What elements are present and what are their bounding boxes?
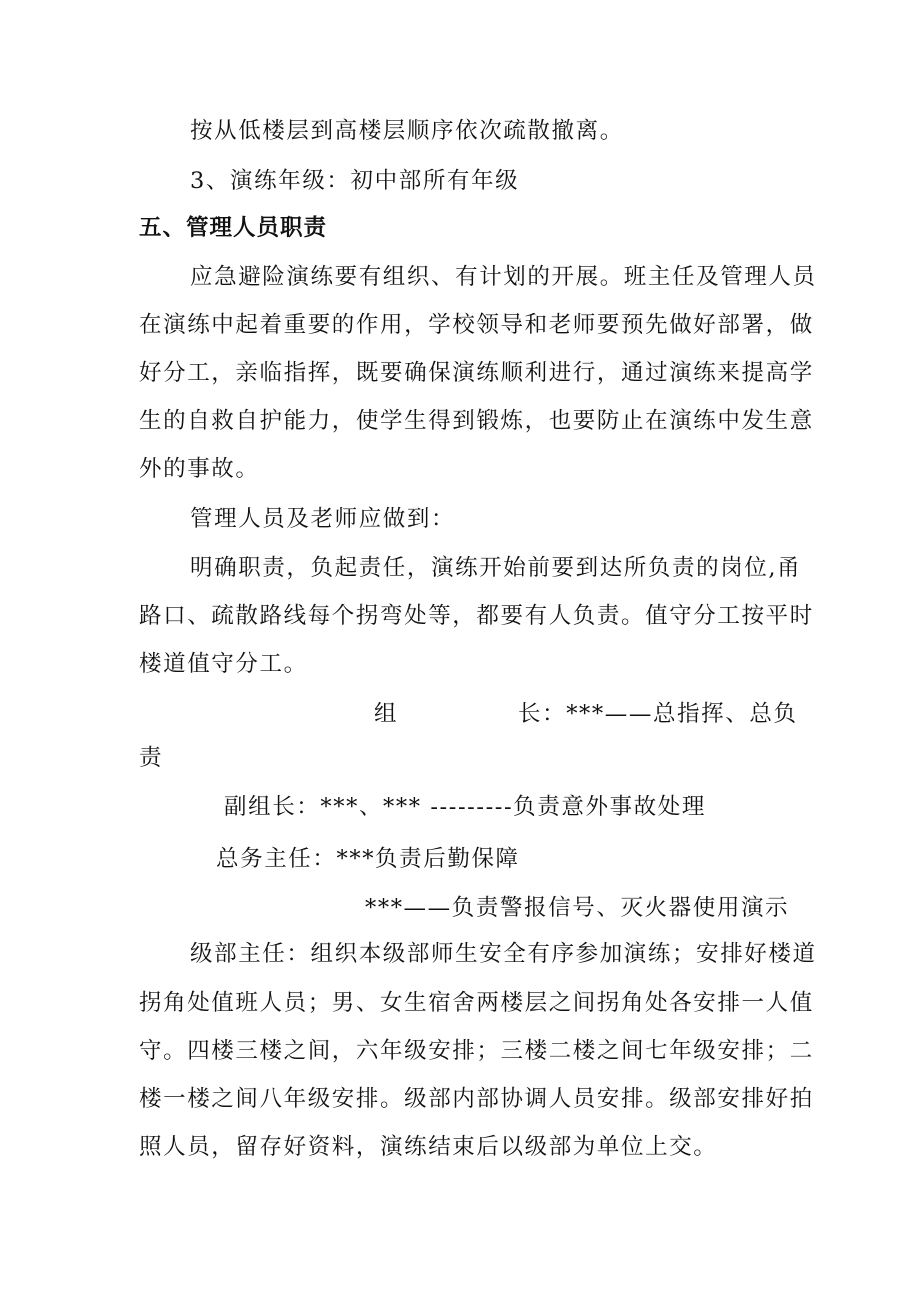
alarm-duty-line: ***——负责警报信号、灭火器使用演示 bbox=[365, 895, 790, 921]
paragraph-line: 明确职责，负起责任，演练开始前要到达所负责的岗位,甬 bbox=[190, 555, 802, 581]
paragraph-line: 管理人员及老师应做到： bbox=[190, 506, 456, 532]
paragraph-line: 守。四楼三楼之间，六年级安排；三楼二楼之间七年级安排；二 bbox=[139, 1038, 814, 1064]
paragraph-line: 外的事故。 bbox=[139, 456, 260, 482]
paragraph-line: 照人员，留存好资料，演练结束后以级部为单位上交。 bbox=[139, 1134, 718, 1160]
paragraph-line: 在演练中起着重要的作用，学校领导和老师要预先做好部署，做 bbox=[139, 312, 814, 338]
leader-line: 长：***——总指挥、总负 bbox=[518, 701, 798, 727]
paragraph-line: 应急避险演练要有组织、有计划的开展。班主任及管理人员 bbox=[190, 264, 817, 290]
paragraph-line: 级部主任：组织本级部师生安全有序参加演练；安排好楼道 bbox=[190, 941, 817, 967]
paragraph-line: 拐角处值班人员；男、女生宿舍两楼层之间拐角处各安排一人值 bbox=[139, 990, 814, 1016]
text-line: 按从低楼层到高楼层顺序依次疏散撤离。 bbox=[190, 118, 624, 144]
deputy-leader-line: 副组长：***、*** ---------负责意外事故处理 bbox=[224, 794, 706, 820]
paragraph-line: 楼道值守分工。 bbox=[139, 651, 308, 677]
paragraph-line: 楼一楼之间八年级安排。级部内部协调人员安排。级部安排好拍 bbox=[139, 1086, 814, 1112]
leader-label-part: 组 bbox=[374, 701, 399, 727]
leader-line-wrap: 责 bbox=[139, 745, 164, 771]
section-heading: 五、管理人员职责 bbox=[139, 215, 328, 241]
general-affairs-line: 总务主任：***负责后勤保障 bbox=[216, 846, 520, 872]
paragraph-line: 路口、疏散路线每个拐弯处等，都要有人负责。值守分工按平时 bbox=[139, 603, 814, 629]
paragraph-line: 好分工，亲临指挥，既要确保演练顺利进行，通过演练来提高学 bbox=[139, 360, 814, 386]
paragraph-line: 生的自救自护能力，使学生得到锻炼，也要防止在演练中发生意 bbox=[139, 408, 814, 434]
text-line: 3、演练年级：初中部所有年级 bbox=[190, 168, 520, 194]
